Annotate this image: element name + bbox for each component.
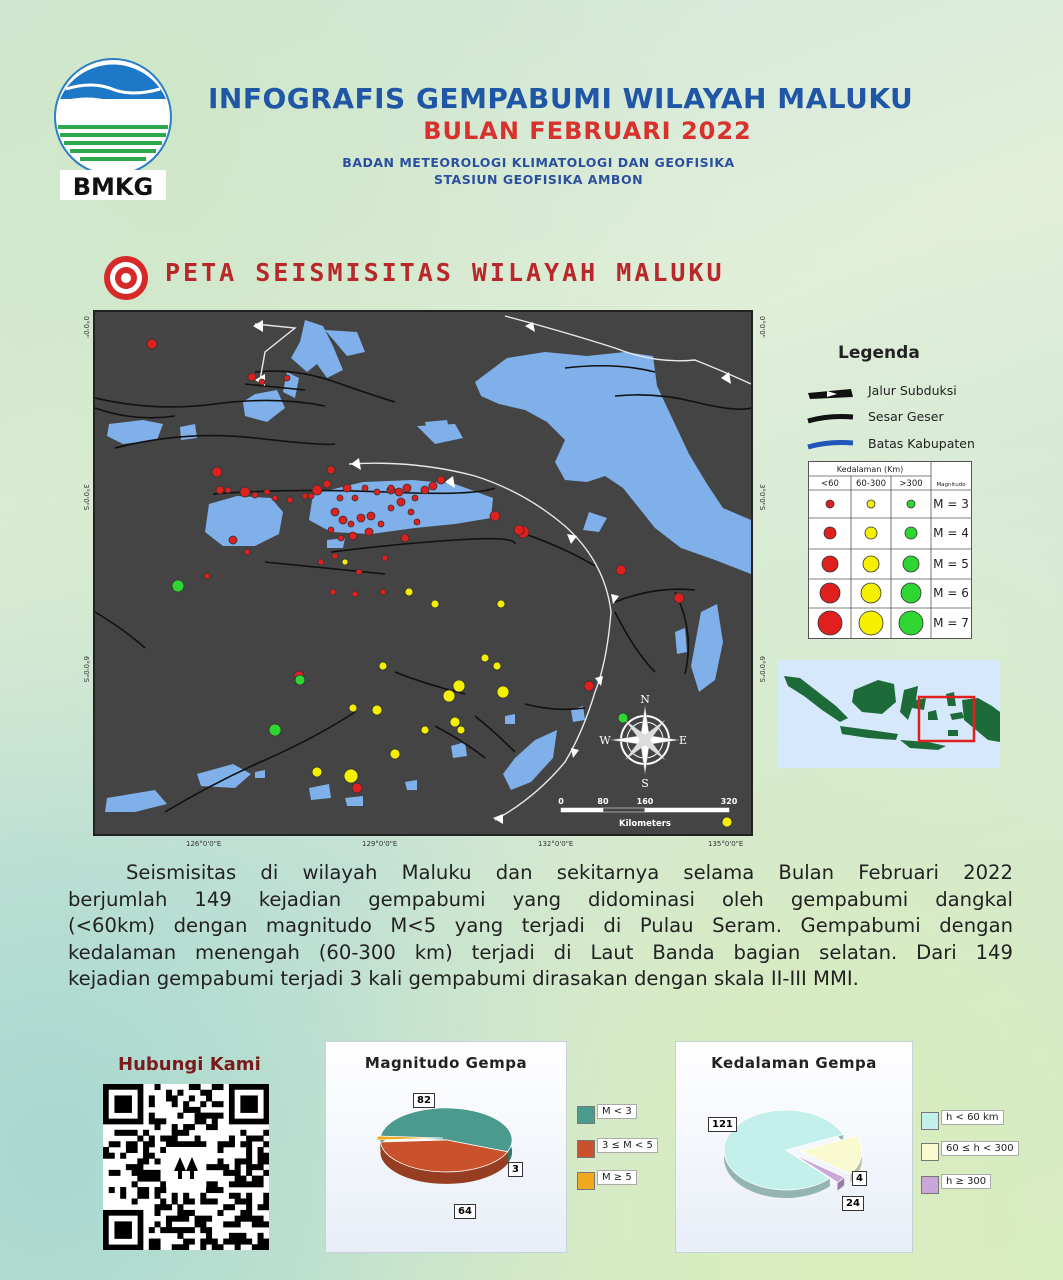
compass-w: W <box>599 734 611 747</box>
lat-tick-right: 6°0'0"S <box>758 656 766 683</box>
legend-swatch <box>577 1140 595 1158</box>
page-title: INFOGRAFIS GEMPABUMI WILAYAH MALUKU <box>208 82 914 115</box>
depth-col-shallow: <60 <box>821 479 839 489</box>
depth-col-intermediate: 60-300 <box>855 479 887 489</box>
legend-subduction-label: Jalur Subduksi <box>868 383 957 398</box>
scale-tick: 160 <box>636 797 654 806</box>
scale-tick: 0 <box>558 797 564 806</box>
section-title: PETA SEISMISITAS WILAYAH MALUKU <box>165 258 725 287</box>
page-subtitle: BULAN FEBRUARI 2022 <box>423 117 752 145</box>
boundary-line-icon <box>808 443 853 448</box>
description-line: Seismisitas di wilayah Maluku dan sekitarnya selama Bulan Februari 2022 <box>126 861 1013 884</box>
chart-title: Kedalaman Gempa <box>711 1054 877 1072</box>
description-line: berjumlah 149 kejadian gempabumi yang didominasi oleh gempabumi dangkal <box>68 887 1013 911</box>
compass-e: E <box>678 734 688 747</box>
lon-tick: 135°0'0"E <box>708 840 744 848</box>
legend-swatch <box>921 1176 939 1194</box>
legend-swatch <box>577 1172 595 1190</box>
lat-tick-right: 3°0'0"S <box>758 484 766 511</box>
seismicity-description <box>68 860 1013 993</box>
lat-tick-left: 6°0'0"S <box>82 656 90 683</box>
description-line: (<60km) dengan magnitudo M<5 yang terjadi di Pulau Seram. Gempabumi dengan <box>68 914 1013 938</box>
magnitude-row: M = 3 <box>933 497 969 511</box>
legend-swatch <box>921 1112 939 1130</box>
legend-entry: 3 ≤ M < 5 <box>597 1138 658 1153</box>
agency-name: BADAN METEOROLOGI KLIMATOLOGI DAN GEOFISIKA <box>342 155 735 170</box>
target-icon <box>102 254 150 302</box>
magnitude-header: Magnitudo <box>936 482 966 488</box>
data-label: 3 <box>508 1162 523 1177</box>
indonesia-inset-map <box>778 660 1000 768</box>
data-label: 121 <box>708 1117 737 1132</box>
depth-col-deep: >300 <box>899 479 923 489</box>
magnitude-row: M = 4 <box>933 526 969 540</box>
legend-boundary-label: Batas Kabupaten <box>868 436 975 451</box>
lat-tick-right: 0°0'0" <box>758 316 766 339</box>
compass-s: S <box>641 777 649 790</box>
magnitude-row: M = 5 <box>933 557 969 571</box>
contact-label: Hubungi Kami <box>118 1054 261 1075</box>
legend-fault-label: Sesar Geser <box>868 409 944 424</box>
data-label: 82 <box>413 1093 435 1108</box>
legend-swatch <box>577 1106 595 1124</box>
chart-title: Magnitudo Gempa <box>364 1054 528 1072</box>
legend-title: Legenda <box>838 343 920 363</box>
qr-code-icon[interactable] <box>103 1084 269 1250</box>
lon-tick: 126°0'0"E <box>186 840 222 848</box>
legend-entry: h ≥ 300 <box>941 1174 991 1189</box>
lat-tick-left: 0°0'0" <box>82 316 90 339</box>
data-label: 64 <box>454 1204 476 1219</box>
data-label: 4 <box>852 1171 867 1186</box>
magnitude-depth-legend-table <box>808 461 972 639</box>
description-line: kejadian gempabumi terjadi 3 kali gempabumi dirasakan dengan skala II-III MMI. <box>68 967 859 991</box>
scale-tick: 320 <box>720 797 738 806</box>
legend-line-icons <box>805 383 857 455</box>
scale-unit: Kilometers <box>619 819 671 829</box>
description-line: kedalaman menengah (60-300 km) terjadi di Laut Banda bagian selatan. Dari 149 <box>68 940 1013 964</box>
depth-chart-panel <box>675 1041 913 1253</box>
scale-tick: 80 <box>597 797 609 806</box>
depth-chart-legend <box>921 1110 1021 1200</box>
magnitude-row: M = 7 <box>933 616 969 630</box>
data-label: 24 <box>842 1196 864 1211</box>
legend-entry: 60 ≤ h < 300 <box>941 1141 1019 1156</box>
lon-tick: 129°0'0"E <box>362 840 398 848</box>
legend-entry: M ≥ 5 <box>597 1170 637 1185</box>
fault-line-icon <box>808 417 853 422</box>
magnitude-row: M = 6 <box>933 586 969 600</box>
depth-header: Kedalaman (Km) <box>836 465 904 474</box>
legend-swatch <box>921 1143 939 1161</box>
station-name: STASIUN GEOFISIKA AMBON <box>433 172 644 187</box>
compass-n: N <box>640 693 650 706</box>
seismicity-map[interactable] <box>93 310 753 836</box>
magnitude-chart-legend <box>577 1104 657 1204</box>
lon-tick: 132°0'0"E <box>538 840 574 848</box>
magnitude-chart-panel <box>325 1041 567 1253</box>
lat-tick-left: 3°0'0"S <box>82 484 90 511</box>
legend-entry: M < 3 <box>597 1104 637 1119</box>
legend-entry: h < 60 km <box>941 1110 1004 1125</box>
logo-text: BMKG <box>72 173 154 201</box>
